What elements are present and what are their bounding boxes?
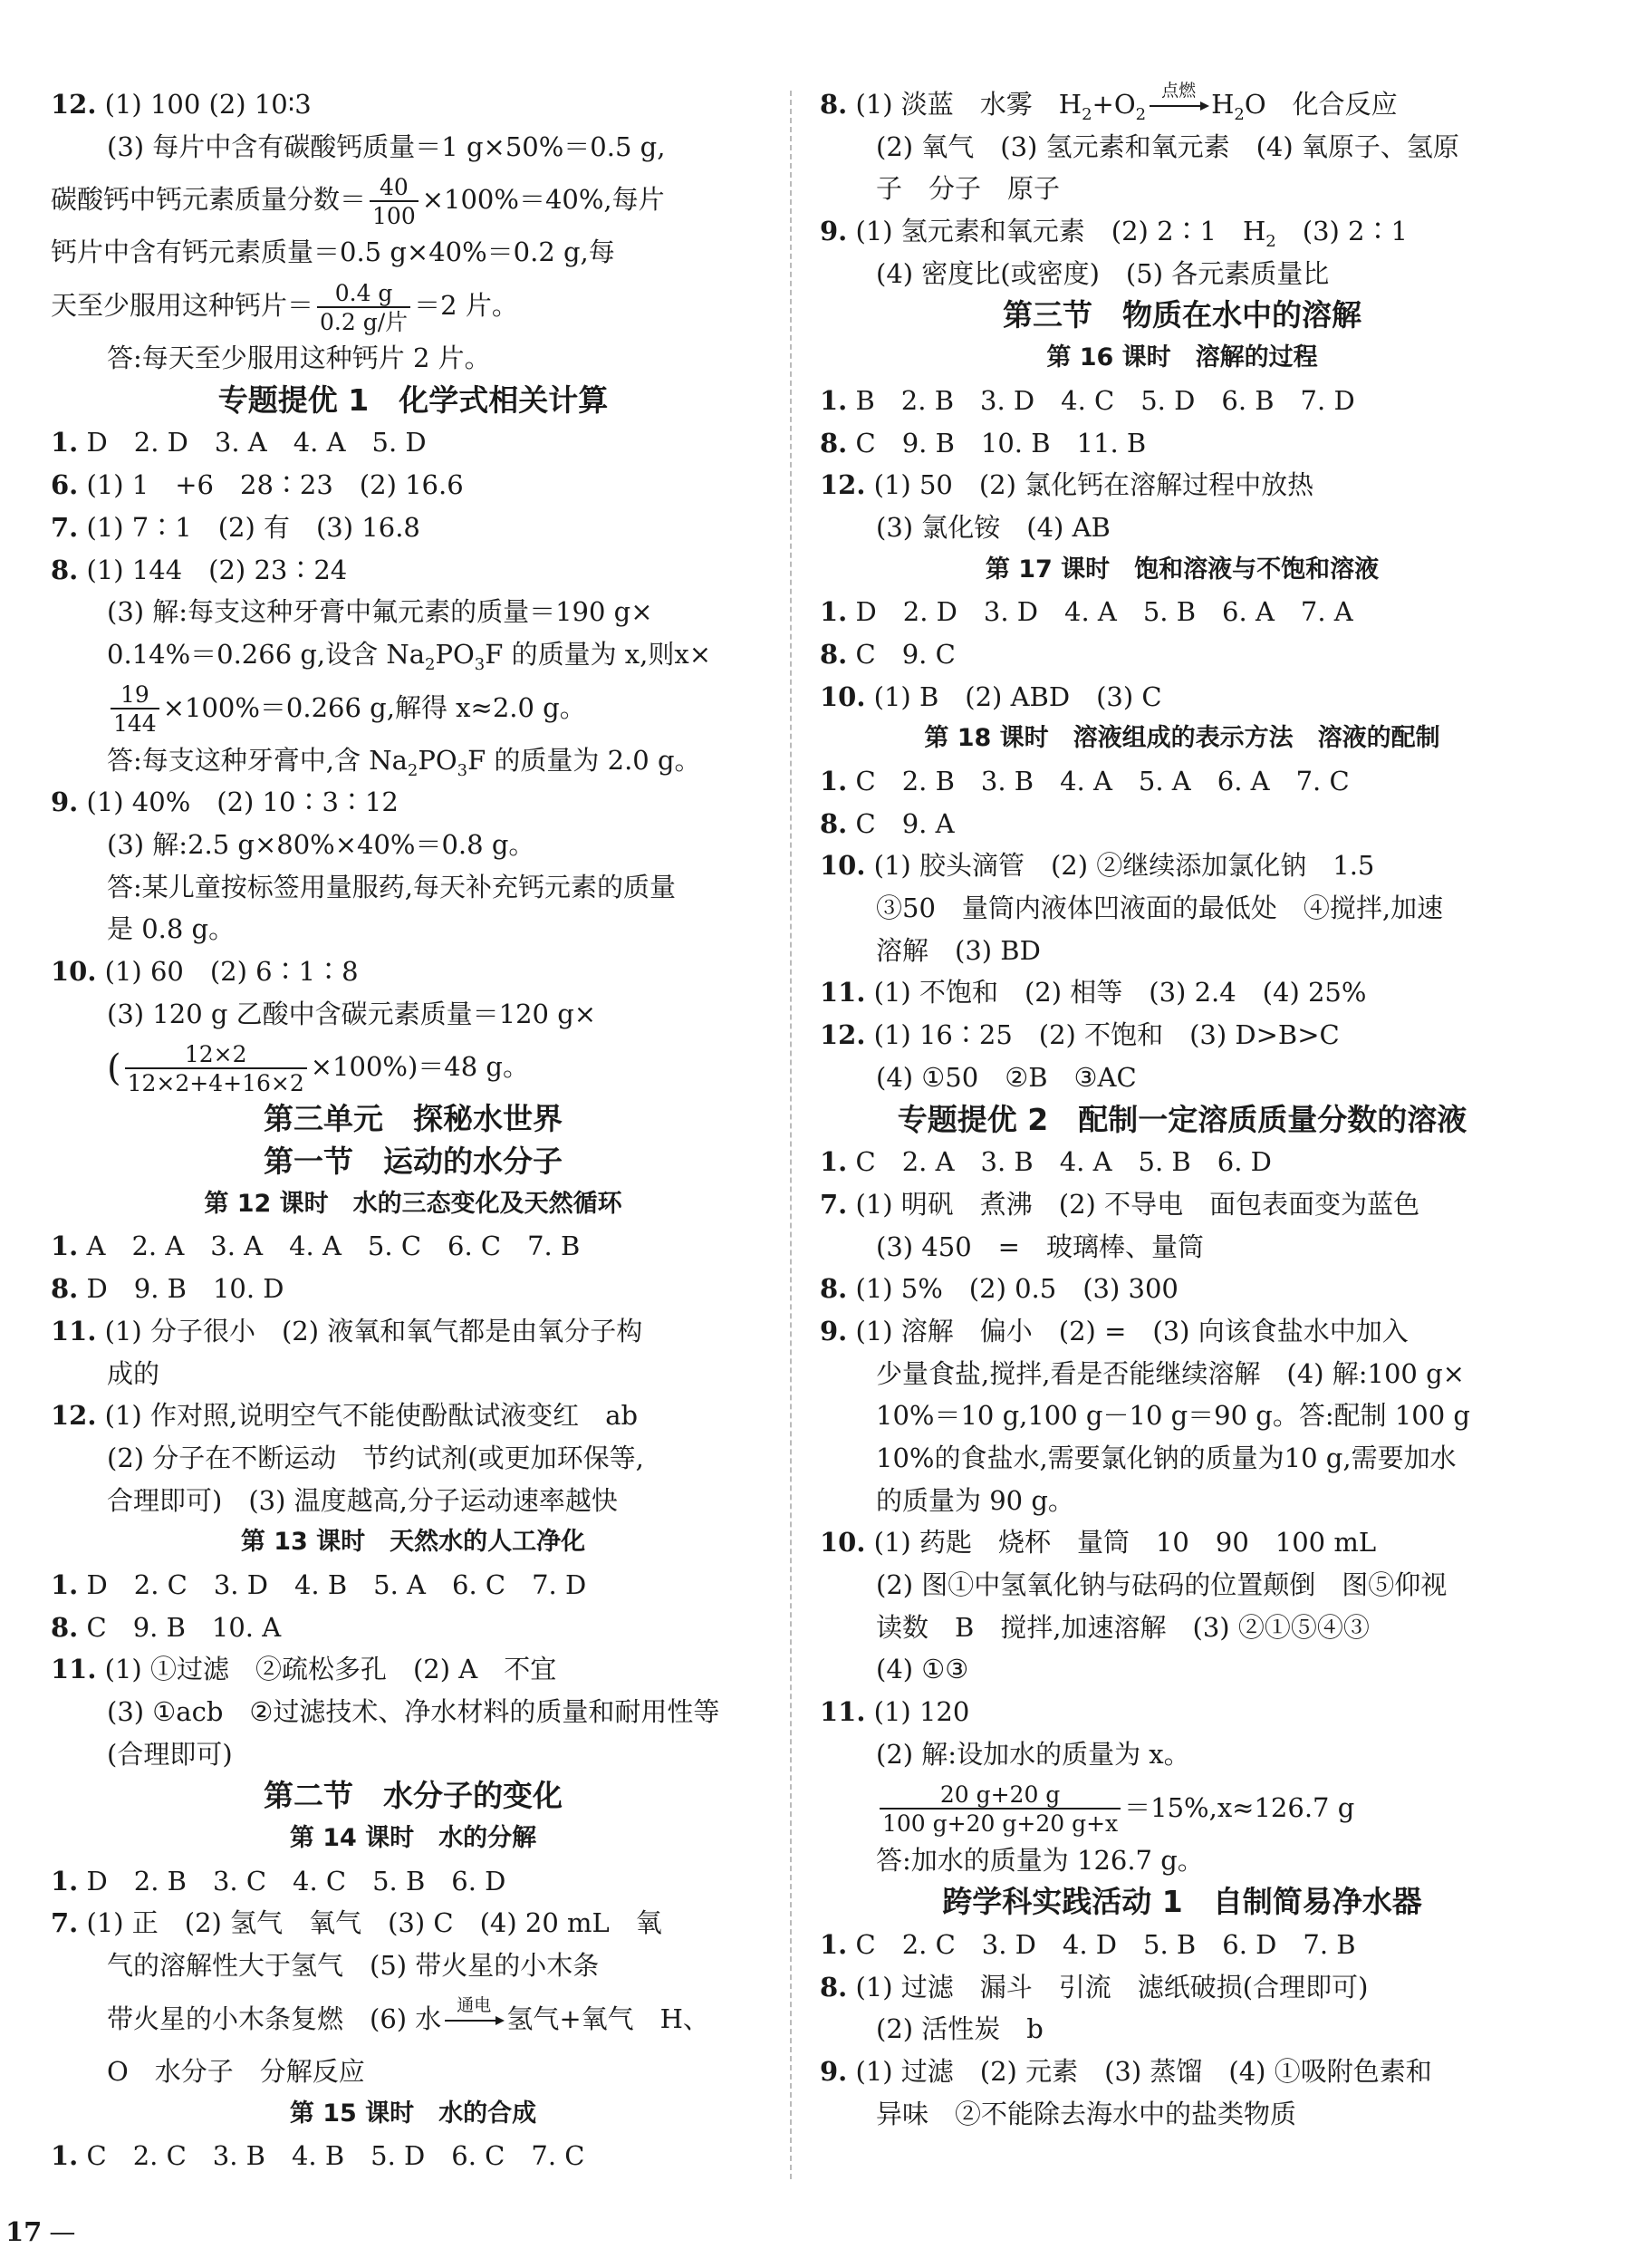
answer-line: 11. (1) ①过滤 ②疏松多孔 (2) A 不宜 — [51, 1654, 557, 1685]
answer-line: 11. (1) 120 — [820, 1696, 970, 1728]
fraction: $\frac{20 g+20 g}{100 g+20 g+20 g+x}$ — [880, 1783, 1121, 1835]
lesson-heading: 第 12 课时 水的三态变化及天然循环 — [204, 1189, 622, 1218]
answer-line: (2) 分子在不断运动 节约试剂(或更加环保等, — [107, 1442, 644, 1473]
answer-line: 1. C 2. A 3. B 4. A 5. B 6. D — [820, 1146, 1272, 1178]
answer-line: 8. C 9. C — [820, 638, 956, 670]
answer-line: 1. D 2. D 3. A 4. A 5. D — [51, 427, 427, 458]
fraction: $\frac{0.4 g}{\text{0.2 g/片}}$ — [317, 282, 410, 333]
answer-line: 异味 ②不能除去海水中的盐类物质 — [876, 2098, 1297, 2129]
answer-line: (2) 氧气 (3) 氢元素和氧元素 (4) 氧原子、氢原 — [876, 130, 1459, 162]
lesson-heading: 第 15 课时 水的合成 — [289, 2099, 537, 2128]
lesson-heading: 第 16 课时 溶解的过程 — [1046, 343, 1318, 372]
answer-line: 碳酸钙中钙元素质量分数＝ $\frac{40}{100}$ ×100%＝40%,每片 — [51, 173, 665, 229]
answer-line: 1. D 2. D 3. D 4. A 5. B 6. A 7. A — [820, 596, 1353, 628]
fraction: $\frac{19}{144}$ — [111, 683, 159, 735]
answer-line: 12. (1) 作对照,说明空气不能使酚酞试液变红 ab — [51, 1400, 639, 1432]
answer-line: (3) 120 g 乙酸中含碳元素质量＝120 g× — [107, 998, 597, 1029]
fraction: $\frac{12\times 2}{12\times 2+4+16\times 2}$ — [125, 1043, 307, 1095]
reaction-arrow-icon: 点燃 — [1150, 105, 1207, 107]
fraction: $\frac{40}{100}$ — [370, 176, 419, 227]
answer-line: 8. (1) 过滤 漏斗 引流 滤纸破损(合理即可) — [820, 1971, 1369, 2003]
answer-line: 10. (1) 药匙 烧杯 量筒 10 90 100 mL — [820, 1527, 1377, 1559]
reaction-arrow-icon: 通电 — [445, 2020, 503, 2022]
answer-line: 10%的食盐水,需要氯化钠的质量为10 g,需要加水 — [876, 1443, 1457, 1473]
answer-line: 12. (1) 50 (2) 氯化钙在溶解过程中放热 — [820, 469, 1314, 501]
answer-line: 答:某儿童按标签用量服药,每天补充钙元素的质量 — [107, 871, 676, 902]
answer-line: ( $\frac{12\times 2}{12\times 2+4+16\times 2}$ ×100%)＝48 g。 — [107, 1040, 529, 1096]
section-heading: 专题提优 1 化学式相关计算 — [217, 381, 609, 418]
answer-line: (3) 每片中含有碳酸钙质量＝1 g×50%＝0.5 g, — [107, 130, 666, 162]
answer-line: (3) 450 = 玻璃棒、量筒 — [876, 1231, 1204, 1262]
answer-line: 的质量为 90 g。 — [876, 1484, 1074, 1516]
answer-line: 读数 B 搅拌,加速溶解 (3) ②①⑤④③ — [876, 1611, 1370, 1643]
answer-line: 11. (1) 不饱和 (2) 相等 (3) 2.4 (4) 25% — [820, 977, 1367, 1009]
answer-line: 1. D 2. C 3. D 4. B 5. A 6. C 7. D — [51, 1568, 587, 1600]
answer-line: (3) ①acb ②过滤技术、净水材料的质量和耐用性等 — [107, 1696, 720, 1727]
answer-line: 溶解 (3) BD — [876, 934, 1041, 966]
answer-line: 10%＝10 g,100 g－10 g＝90 g。答:配制 100 g — [876, 1400, 1470, 1432]
column-divider — [790, 91, 792, 2179]
section-heading: 第一节 运动的水分子 — [264, 1144, 563, 1180]
answer-line: 10. (1) B (2) ABD (3) C — [820, 680, 1162, 712]
answer-line: 9. (1) 过滤 (2) 元素 (3) 蒸馏 (4) ①吸附色素和 — [820, 2055, 1432, 2087]
answer-line: 8. D 9. B 10. D — [51, 1273, 284, 1305]
section-heading: 跨学科实践活动 1 自制简易净水器 — [942, 1884, 1422, 1920]
answer-line: 钙片中含有钙元素质量＝0.5 g×40%＝0.2 g,每 — [51, 236, 615, 268]
answer-line: (2) 解:设加水的质量为 x。 — [876, 1738, 1190, 1770]
answer-line: 1. C 2. C 3. B 4. B 5. D 6. C 7. C — [51, 2140, 585, 2172]
answer-line: 9. (1) 溶解 偏小 (2) = (3) 向该食盐水中加入 — [820, 1315, 1409, 1346]
answer-line: 8. C 9. B 10. B 11. B — [820, 427, 1147, 458]
answer-line: 1. B 2. B 3. D 4. C 5. D 6. B 7. D — [820, 384, 1355, 416]
answer-line: 1. C 2. B 3. B 4. A 5. A 6. A 7. C — [820, 766, 1350, 796]
answer-line: 天至少服用这种钙片＝ $\frac{0.4 g}{\text{0.2 g/片}}$ ＝2 片。 — [51, 279, 518, 335]
answer-line: 10. (1) 胶头滴管 (2) ②继续添加氯化钠 1.5 — [820, 850, 1375, 882]
answer-line: 10. (1) 60 (2) 6∶1∶8 — [51, 956, 359, 987]
answer-line: (3) 解:每支这种牙膏中氟元素的质量＝190 g× — [107, 596, 653, 628]
answer-line: 7. (1) 7∶1 (2) 有 (3) 16.8 — [51, 511, 420, 543]
answer-line: $\frac{20 g+20 g}{100 g+20 g+20 g+x}$ ＝15%,x≈126.7 g — [820, 1776, 1544, 1839]
answer-line: 8. (1) 5% (2) 0.5 (3) 300 — [820, 1273, 1179, 1305]
answer-line: 答:每天至少服用这种钙片 2 片。 — [107, 343, 491, 374]
answer-line: O 水分子 分解反应 — [107, 2055, 365, 2087]
answer-line: $\frac{19}{144}$ ×100%＝0.266 g,解得 x≈2.0 g。 — [51, 676, 775, 739]
answer-line: (2) 活性炭 b — [876, 2013, 1044, 2045]
answer-line: (4) 密度比(或密度) (5) 各元素质量比 — [876, 257, 1330, 289]
section-heading: 第三节 物质在水中的溶解 — [1003, 297, 1361, 333]
answer-line: 6. (1) 1 +6 28∶23 (2) 16.6 — [51, 469, 464, 501]
unit-heading: 第三单元 探秘水世界 — [264, 1101, 563, 1137]
answer-line: 7. (1) 正 (2) 氢气 氧气 (3) C (4) 20 mL 氧 — [51, 1907, 662, 1939]
answer-line: 8. (1) 144 (2) 23∶24 — [51, 554, 348, 585]
answer-line: 8. (1) 淡蓝 水雾 $H_2+O_2$ 点燃 $H_2O$ 化合反应 — [820, 81, 1398, 124]
answer-line: (2) 图①中氢氧化钠与砝码的位置颠倒 图⑤仰视 — [876, 1569, 1448, 1601]
lesson-heading: 第 18 课时 溶液组成的表示方法 溶液的配制 — [924, 724, 1440, 753]
answer-line: 答:加水的质量为 126.7 g。 — [876, 1844, 1204, 1876]
answer-line: 少量食盐,搅拌,看是否能继续溶解 (4) 解:100 g× — [876, 1357, 1465, 1389]
answer-line: 合理即可) (3) 温度越高,分子运动速率越快 — [107, 1484, 618, 1516]
left-column — [51, 83, 775, 2177]
answer-line: 12. (1) 16∶25 (2) 不饱和 (3) D>B>C — [820, 1019, 1340, 1051]
answer-line: (合理即可) — [107, 1738, 233, 1770]
answer-line: 11. (1) 分子很小 (2) 液氧和氧气都是由氧分子构 — [51, 1315, 643, 1346]
right-column — [820, 83, 1544, 2135]
answer-line: 1. D 2. B 3. C 4. C 5. B 6. D — [51, 1865, 506, 1896]
answer-line: 7. (1) 明矾 煮沸 (2) 不导电 面包表面变为蓝色 — [820, 1188, 1420, 1220]
lesson-heading: 第 14 课时 水的分解 — [289, 1824, 537, 1853]
lesson-heading: 第 13 课时 天然水的人工净化 — [240, 1528, 586, 1557]
lesson-heading: 第 17 课时 饱和溶液与不饱和溶液 — [985, 555, 1380, 584]
answer-line: 1. C 2. C 3. D 4. D 5. B 6. D 7. B — [820, 1928, 1356, 1960]
answer-line: 子 分子 原子 — [876, 173, 1061, 205]
answer-line: 9. (1) 氢元素和氧元素 (2) 2∶1 $H_2$ (3) 2∶1 — [820, 216, 1408, 251]
answer-line: (3) 解:2.5 g×80%×40%＝0.8 g。 — [107, 828, 535, 860]
answer-line: 是 0.8 g。 — [107, 913, 236, 945]
answer-line: 成的 — [107, 1357, 160, 1389]
answer-line: 带火星的小木条复燃 (6) 水 通电 氢气+氧气 H、 — [107, 1994, 709, 2034]
section-heading: 专题提优 2 配制一定溶质质量分数的溶液 — [897, 1101, 1467, 1137]
answer-line: 8. C 9. B 10. A — [51, 1611, 282, 1643]
answer-line: (4) ①50 ②B ③AC — [876, 1061, 1137, 1093]
section-heading: 第二节 水分子的变化 — [264, 1778, 563, 1814]
answer-line: (3) 氯化铵 (4) AB — [876, 511, 1111, 543]
answer-line: 1. A 2. A 3. A 4. A 5. C 6. C 7. B — [51, 1231, 581, 1262]
answer-line: 0.14%＝0.266 g,设含 $Na_2PO_3F$ 的质量为 x,则x× — [107, 638, 712, 674]
answer-line: 8. C 9. A — [820, 807, 955, 839]
answer-line: ③50 量筒内液体凹液面的最低处 ④搅拌,加速 — [876, 893, 1444, 924]
page-number: 17 — — [5, 2216, 76, 2247]
answer-line: 12. (1) 100 (2) 10∶3 — [51, 89, 312, 120]
answer-line: 9. (1) 40% (2) 10∶3∶12 — [51, 787, 399, 818]
answer-line: 答:每支这种牙膏中,含 $Na_2PO_3F$ 的质量为 2.0 g。 — [107, 744, 701, 780]
answer-line: (4) ①③ — [876, 1654, 969, 1685]
answer-line: 气的溶解性大于氢气 (5) 带火星的小木条 — [107, 1950, 600, 1982]
